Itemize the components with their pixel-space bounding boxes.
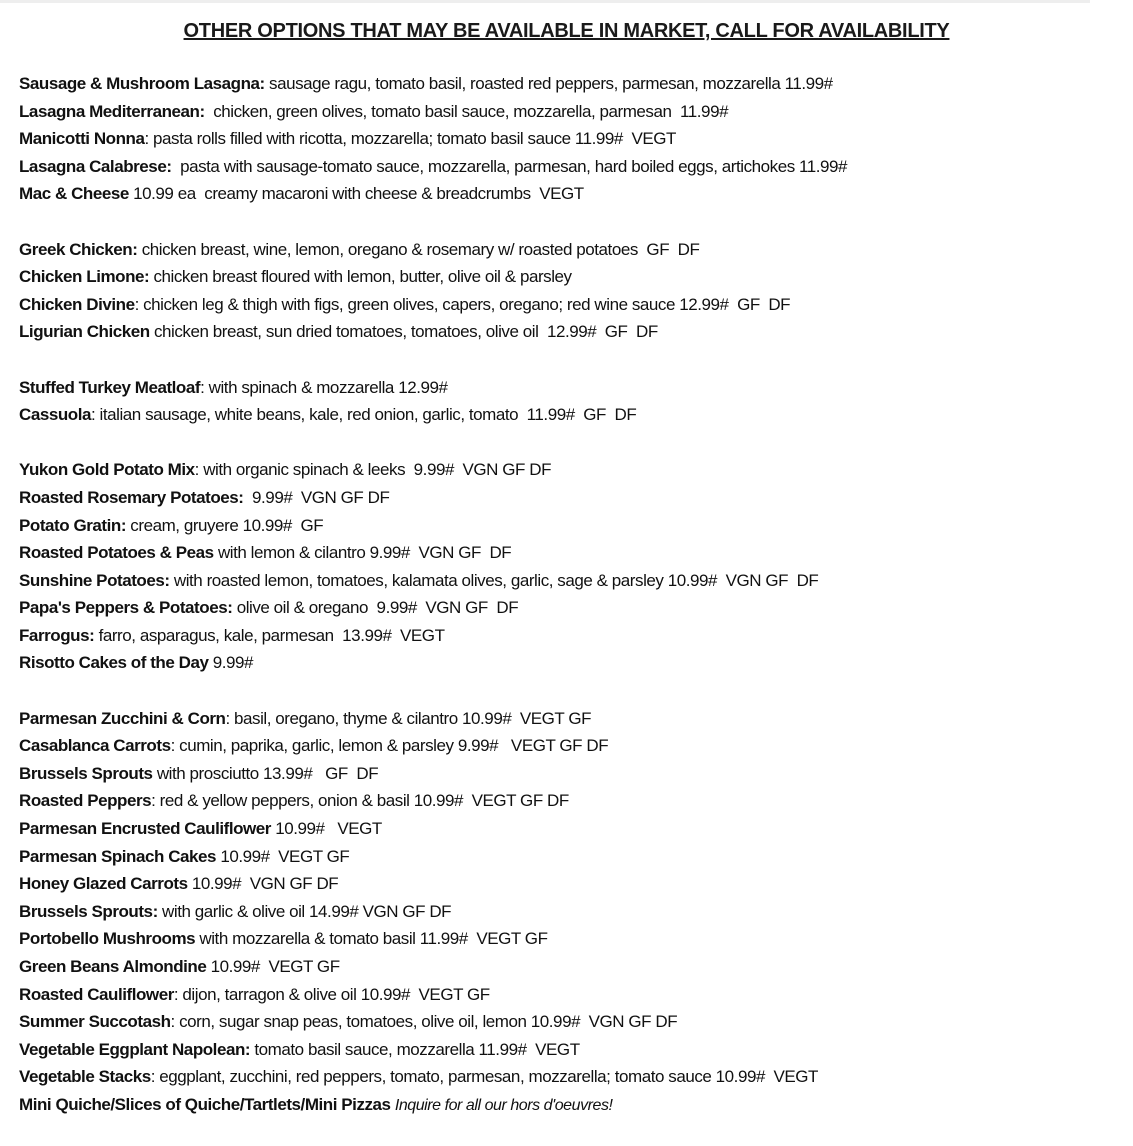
item-description: with lemon & cilantro 9.99# VGN GF DF (213, 543, 512, 563)
item-name: Ligurian Chicken (19, 322, 150, 342)
item-name: Parmesan Encrusted Cauliflower (19, 819, 271, 839)
item-name: Green Beans Almondine (19, 957, 207, 976)
item-description: : basil, oregano, thyme & cilantro 10.99# VEGT GF (225, 708, 592, 728)
item-name: Mini Quiche/Slices of Quiche/Tartlets/Mini Pizzas (19, 1094, 391, 1114)
item-description: 10.99# VEGT GF (216, 846, 350, 866)
item-description: : corn, sugar snap peas, tomatoes, olive oil, lemon 10.99# VGN GF DF (170, 1012, 678, 1032)
item-description: with prosciutto 13.99# GF DF (152, 763, 379, 783)
top-border (0, 0, 1090, 3)
item-name: Risotto Cakes of the Day (19, 653, 209, 673)
item-description: with mozzarella & tomato basil 11.99# VEGT GF (195, 929, 548, 949)
menu-item (19, 1008, 1119, 1036)
item-description: : pasta rolls filled with ricotta, mozzarella; tomato basil sauce 11.99# VEGT (144, 129, 676, 149)
menu-item (19, 263, 1119, 291)
item-name: Yukon Gold Potato Mix (19, 460, 195, 480)
item-description: : red & yellow peppers, onion & basil 10.99# VEGT GF DF (151, 791, 569, 811)
menu-item (19, 98, 1119, 126)
menu-item (19, 953, 1119, 981)
item-name: Summer Succotash (19, 1012, 171, 1032)
menu-item (19, 1036, 1119, 1064)
menu-item (19, 594, 1119, 622)
menu-item (19, 732, 1119, 760)
item-name: Mac & Cheese (19, 184, 129, 204)
menu-item (19, 1063, 1119, 1091)
item-description: with roasted lemon, tomatoes, kalamata olives, garlic, sage & parsley 10.99# VGN GF DF (169, 570, 819, 590)
item-name: Chicken Divine (19, 294, 135, 314)
item-description: : italian sausage, white beans, kale, red onion, garlic, tomato 11.99# GF DF (91, 405, 637, 425)
item-description: : cumin, paprika, garlic, lemon & parsley 9.99# VEGT GF DF (170, 736, 609, 756)
menu-item (19, 374, 1119, 402)
item-name: Greek Chicken: (19, 239, 138, 259)
item-description: : eggplant, zucchini, red peppers, tomato, parmesan, mozzarella; tomato sauce 10.99# VEGT (150, 1067, 818, 1087)
item-description: 9.99# (208, 653, 254, 673)
item-description: 10.99# VGN GF DF (187, 874, 339, 894)
item-name: Lasagna Calabrese: (19, 156, 172, 176)
menu-item (19, 180, 1119, 208)
menu-item (19, 843, 1119, 871)
item-description: chicken breast, sun dried tomatoes, tomatoes, olive oil 12.99# GF DF (149, 322, 658, 342)
menu-item (19, 649, 1119, 677)
item-description: : with organic spinach & leeks 9.99# VGN GF DF (194, 460, 552, 480)
menu-group (19, 70, 1119, 208)
item-name: Papa's Peppers & Potatoes: (19, 598, 233, 618)
item-name: Cassuola (19, 405, 91, 425)
menu-group (19, 456, 1119, 677)
menu-item (19, 870, 1119, 898)
item-name: Vegetable Eggplant Napolean: (19, 1039, 251, 1059)
item-name: Parmesan Zucchini & Corn (19, 708, 226, 728)
item-description: pasta with sausage-tomato sauce, mozzarella, parmesan, hard boiled eggs, artichokes 11.99# (171, 156, 848, 176)
item-description: chicken breast floured with lemon, butter, olive oil & parsley (149, 267, 572, 287)
item-name: Roasted Rosemary Potatoes: (19, 487, 244, 507)
item-description: farro, asparagus, kale, parmesan 13.99# VEGT (94, 625, 445, 645)
item-description: chicken breast, wine, lemon, oregano & rosemary w/ roasted potatoes GF DF (137, 239, 700, 259)
menu-item (19, 456, 1119, 484)
menu-item (19, 291, 1119, 319)
menu-item (19, 539, 1119, 567)
item-name: Casablanca Carrots (19, 736, 171, 756)
menu-item (19, 622, 1119, 650)
page-title: OTHER OPTIONS THAT MAY BE AVAILABLE IN MARKET, CALL FOR AVAILABILITY (183, 20, 950, 42)
item-name: Portobello Mushrooms (19, 929, 196, 949)
item-description: olive oil & oregano 9.99# VGN GF DF (232, 598, 519, 618)
item-name: Sunshine Potatoes: (19, 570, 170, 590)
menu-group (19, 705, 1119, 1119)
menu-item (19, 898, 1119, 926)
menu-item (19, 567, 1119, 595)
menu-group (19, 236, 1119, 346)
menu-item (19, 787, 1119, 815)
item-description: cream, gruyere 10.99# GF (126, 515, 324, 535)
item-name: Potato Gratin: (19, 515, 127, 535)
item-name: Honey Glazed Carrots (19, 874, 188, 894)
item-name: Parmesan Spinach Cakes (19, 846, 217, 866)
item-name: Roasted Peppers (19, 791, 152, 811)
item-name: Brussels Sprouts: (19, 901, 158, 921)
item-description: : with spinach & mozzarella 12.99# (200, 377, 448, 397)
item-name: Lasagna Mediterranean: (19, 101, 205, 121)
item-name: Manicotti Nonna (19, 129, 145, 149)
menu-item (19, 401, 1119, 429)
item-name: Brussels Sprouts (19, 763, 153, 783)
menu-list (19, 70, 1119, 1146)
item-description: with garlic & olive oil 14.99# VGN GF DF (157, 901, 452, 921)
menu-group (19, 374, 1119, 429)
menu-item (19, 925, 1119, 953)
item-name: Farrogus: (19, 625, 95, 645)
item-description: 10.99# VEGT (270, 819, 382, 839)
menu-item (19, 484, 1119, 512)
menu-item (19, 236, 1119, 264)
menu-item (19, 125, 1119, 153)
item-description: : dijon, tarragon & olive oil 10.99# VEGT GF (173, 984, 490, 1004)
item-name: Stuffed Turkey Meatloaf (19, 377, 201, 397)
item-description: tomato basil sauce, mozzarella 11.99# VEGT (250, 1039, 580, 1059)
item-description: 9.99# VGN GF DF (243, 487, 390, 507)
menu-item (19, 70, 1119, 98)
item-name: Chicken Limone: (19, 267, 150, 287)
menu-item (19, 815, 1119, 843)
menu-item (19, 760, 1119, 788)
menu-item (19, 705, 1119, 733)
menu-item (19, 153, 1119, 181)
item-name: Vegetable Stacks (19, 1067, 151, 1087)
item-name: Roasted Cauliflower (19, 984, 174, 1004)
item-description: sausage ragu, tomato basil, roasted red peppers, parmesan, mozzarella 11.99# (264, 74, 833, 93)
item-description: : chicken leg & thigh with figs, green olives, capers, oregano; red wine sauce 12.99# GF DF (134, 294, 791, 314)
item-description: 10.99 ea creamy macaroni with cheese & breadcrumbs VEGT (128, 184, 584, 204)
menu-item (19, 512, 1119, 540)
menu-item (19, 318, 1119, 346)
menu-item (19, 1091, 1119, 1119)
item-description: 10.99# VEGT GF (206, 957, 340, 976)
item-name: Roasted Potatoes & Peas (19, 543, 214, 563)
menu-item (19, 981, 1119, 1009)
item-note: Inquire for all our hors d'oeuvres! (394, 1096, 613, 1114)
item-name: Sausage & Mushroom Lasagna: (19, 74, 265, 93)
item-description: chicken, green olives, tomato basil sauce, mozzarella, parmesan 11.99# (204, 101, 729, 121)
